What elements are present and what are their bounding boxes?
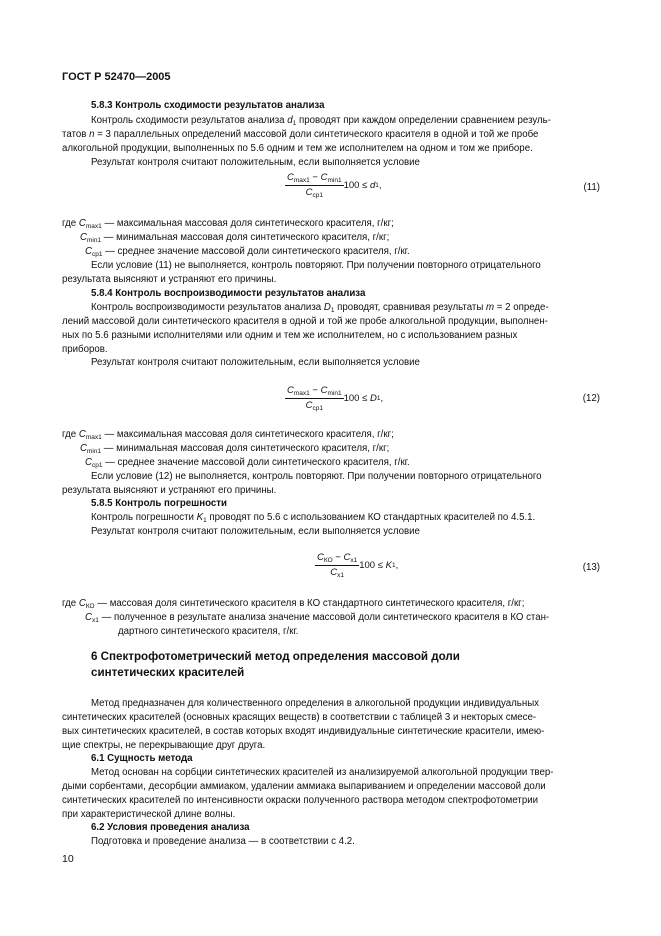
s61-line-4: при характеристической длине волны. <box>62 809 236 820</box>
s583-where-3: $C_{ср1}$ — среднее значение массовой доли синтетического красителя, г/кг. <box>85 246 410 258</box>
s6-line-2: синтетических красителей (основных красящих веществ) в соответствии с таблицей 3 и некторых смесе- <box>62 712 537 723</box>
s584-where-3: $C_{ср1}$ — среднее значение массовой доли синтетического красителя, г/кг. <box>85 457 410 469</box>
s584-line-4: приборов. <box>62 344 108 355</box>
s61-line-2: дыми сорбентами, десорбции аммиаком, удалении аммиака выпариванием и определении массовой доли <box>62 781 546 792</box>
s584-where-1: где $C_{max1}$ — максимальная массовая доля синтетического красителя, г/кг; <box>62 429 394 441</box>
section-6-title-line-2: синтетических красителей <box>91 666 245 679</box>
s585-line-1: Контроль погрешности $K_1$ проводят по 5.6 с использованием КО стандартных красителей по 4.5.1. <box>91 512 536 524</box>
formula-11: $\frac{C_{max1} - C_{min1}}{C_{ср1}}$ 100 ≤ d 1 , <box>287 172 382 199</box>
s61-line-1: Метод основан на сорбции синтетических красителей из анализируемой алкогольной продукции твер- <box>91 767 554 778</box>
section-6-title-line-1: 6 Спектрофотометрический метод определения массовой доли <box>91 650 460 663</box>
s62-line-1: Подготовка и проведение анализа — в соответствии с 4.2. <box>91 836 355 847</box>
s585-where-2: $C_{x1}$ — полученное в результате анализа значение массовой доли синтетического красителя в КО стан- <box>85 612 550 624</box>
section-5-8-5-title: 5.8.5 Контроль погрешности <box>91 498 227 509</box>
s583-line-2: татов n = 3 параллельных определений массовой доли синтетического красителя в одной и той же пробе <box>62 129 539 140</box>
s583-line-3: алкогольной продукции, выполненных по 5.6 одним и тем же исполнителем на одном и том же приборе. <box>62 143 533 154</box>
s583-fail-2: результата выясняют и устраняют его причины. <box>62 274 277 285</box>
document-header: ГОСТ Р 52470—2005 <box>62 71 171 83</box>
s584-line-2: лений массовой доли синтетического красителя в одной и той же пробе алкогольной продукции, выполнен- <box>62 316 548 327</box>
s583-condition: Результат контроля считают положительным, если выполняется условие <box>91 157 420 168</box>
s583-line-1: Контроль сходимости результатов анализа $d_1$ проводят при каждом определении сравнением резуль- <box>91 115 551 127</box>
equation-number-12: (12) <box>582 393 600 404</box>
s583-where-2: $C_{min1}$ — минимальная массовая доля синтетического красителя, г/кг; <box>80 232 390 244</box>
s584-line-3: ных по 5.6 разными исполнителями или одним и тем же исполнителем, но с использованием разных <box>62 330 518 341</box>
page-number: 10 <box>62 853 74 865</box>
section-5-8-4-title: 5.8.4 Контроль воспроизводимости результатов анализа <box>91 288 366 299</box>
equation-number-11: (11) <box>583 182 600 193</box>
formula-13: $\frac{C_{КО} - C_{x1}}{C_{x1}}$ 100 ≤ K 1 , <box>317 552 399 579</box>
section-6-2-title: 6.2 Условия проведения анализа <box>91 822 250 833</box>
s585-where-1: где $C_{КО}$ — массовая доля синтетического красителя в КО стандартного синтетического красителя, г/кг; <box>62 598 525 610</box>
equation-number-13: (13) <box>582 562 600 573</box>
s6-line-4: щие спектры, не перекрывающие друг друга. <box>62 740 266 751</box>
s583-where-1: где $C_{max1}$ — максимальная массовая доля синтетического красителя, г/кг; <box>62 218 394 230</box>
s585-condition: Результат контроля считают положительным, если выполняется условие <box>91 526 420 537</box>
s6-line-1: Метод предназначен для количественного определения в алкогольной продукции индивидуальных <box>91 698 540 709</box>
s585-where-2-cont: дартного синтетического красителя, г/кг. <box>118 626 299 637</box>
s584-fail-2: результата выясняют и устраняют его причины. <box>62 485 277 496</box>
s584-line-1: Контроль воспроизводимости результатов анализа $D_1$ проводят, сравнивая результаты m = 2 опреде- <box>91 302 549 314</box>
s584-fail-1: Если условие (12) не выполняется, контроль повторяют. При получении повторного отрицательного <box>91 471 542 482</box>
s6-line-3: вых синтетических красителей, в состав которых входят индивидуальные синтетические красители, имею- <box>62 726 545 737</box>
section-6-1-title: 6.1 Сущность метода <box>91 753 193 764</box>
s584-condition: Результат контроля считают положительным, если выполняется условие <box>91 357 420 368</box>
formula-12: $\frac{C_{max1} - C_{min1}}{C_{ср1}}$ 100 ≤ D 1 , <box>287 385 384 412</box>
s583-fail-1: Если условие (11) не выполняется, контроль повторяют. При получении повторного отрицательного <box>91 260 541 271</box>
s61-line-3: синтетических красителей по интенсивности окраски полученного раствора методом спектрофотометрии <box>62 795 539 806</box>
section-5-8-3-title: 5.8.3 Контроль сходимости результатов анализа <box>91 100 325 111</box>
s584-where-2: $C_{min1}$ — минимальная массовая доля синтетического красителя, г/кг; <box>80 443 390 455</box>
